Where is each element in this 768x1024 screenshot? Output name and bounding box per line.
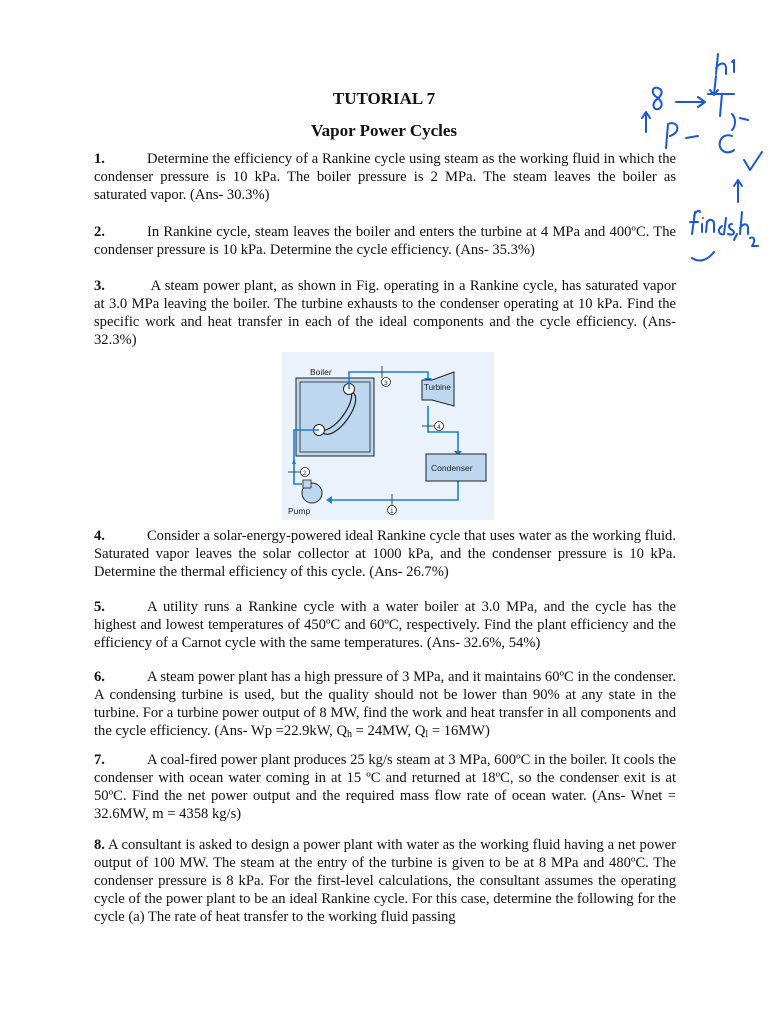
question-text: In Rankine cycle, steam leaves the boiler and enters the turbine at 4 MPa and 400ºC. The condenser pressure is 10 kPa. Determine the cycle efficiency. (Ans- 35.3%) bbox=[94, 224, 676, 258]
page-subtitle: Vapor Power Cycles bbox=[310, 121, 458, 140]
question-1 bbox=[94, 150, 676, 204]
question-number: 2. bbox=[94, 224, 105, 240]
boiler-label: Boiler bbox=[310, 367, 332, 377]
question-text-end: = 16MW) bbox=[428, 723, 490, 739]
question-text: Determine the efficiency of a Rankine cycle using steam as the working fluid in which the condenser pressure is 10 kPa. The boiler pressure is 2 MPa. The steam leaves the boiler as saturated vapor. (Ans- 30.3%) bbox=[94, 151, 676, 203]
question-number: 7. bbox=[94, 752, 105, 768]
question-number: 8. bbox=[94, 837, 105, 853]
question-text: A consultant is asked to design a power plant with water as the working fluid having a net power output of 100 MW. The steam at the entry of the turbine is given to be at 8 MPa and 480ºC. The condenser pressure is 8 kPa. For the first-level calculations, the consultant assumes the operating cycle of the power plant to be an ideal Rankine cycle. For this case, determine the following for the cycle (a) The rate of heat transfer to the working fluid passing bbox=[94, 837, 676, 925]
pump-label: Pump bbox=[288, 506, 311, 516]
question-text: A steam power plant, as shown in Fig. operating in a Rankine cycle, has saturated vapor at 3.0 MPa leaving the boiler. The turbine exhausts to the condenser operating at 10 kPa. Find the specific work and heat transfer in each of the ideal components and the cycle efficiency. (Ans- 32.3%) bbox=[94, 278, 676, 348]
question-7 bbox=[94, 751, 676, 823]
boiler bbox=[296, 378, 374, 456]
question-4 bbox=[94, 527, 676, 581]
state-4-label: 4 bbox=[437, 424, 441, 431]
question-text: A coal-fired power plant produces 25 kg/s steam at 3 MPa, 600ºC in the boiler. It cools the condenser with ocean water coming in at 15 ºC and returned at 18ºC, so the condenser exit is at 50ºC. Find the net power output and the required mass flow rate of ocean water. (Ans- Wnet = 32.6MW, m = 4358 kg/s) bbox=[94, 752, 676, 822]
state-3-label: 3 bbox=[384, 380, 388, 387]
condenser-label: Condenser bbox=[431, 463, 473, 473]
rankine-cycle-figure bbox=[282, 352, 494, 520]
question-6 bbox=[94, 668, 676, 744]
question-text: Consider a solar-energy-powered ideal Rankine cycle that uses water as the working fluid. Saturated vapor leaves the solar collector at 1000 kPa, and the condenser pressure is 10 kPa. Determine the thermal efficiency of this cycle. (Ans- 26.7%) bbox=[94, 528, 676, 580]
question-number: 4. bbox=[94, 528, 105, 544]
question-number: 5. bbox=[94, 599, 105, 615]
question-5 bbox=[94, 598, 676, 652]
turbine-label: Turbine bbox=[424, 383, 451, 392]
question-number: 3. bbox=[94, 278, 105, 294]
annotation-text: find s, h₂ bbox=[636, 40, 640, 41]
question-3 bbox=[94, 277, 676, 349]
question-text: A utility runs a Rankine cycle with a water boiler at 3.0 MPa, and the cycle has the highest and lowest temperatures of 450ºC and 60ºC, respectively. Find the plant efficiency and the efficiency of a Carnot cycle with the same temperatures. (Ans- 32.6%, 54%) bbox=[94, 599, 676, 651]
handwritten-annotations bbox=[636, 40, 766, 270]
question-number: 1. bbox=[94, 151, 105, 167]
page-title: TUTORIAL 7 bbox=[332, 89, 436, 108]
question-2 bbox=[94, 223, 676, 259]
subscript-l: l bbox=[425, 729, 429, 740]
question-text-cont: = 24MW, Q bbox=[352, 723, 426, 739]
subscript-h: h bbox=[347, 729, 353, 740]
question-number: 6. bbox=[94, 669, 105, 685]
state-2-label: 2 bbox=[303, 470, 307, 477]
state-1-label: 1 bbox=[390, 508, 394, 515]
question-8 bbox=[94, 836, 676, 926]
question-text: A steam power plant has a high pressure of 3 MPa, and it maintains 60ºC in the condenser. A condensing turbine is used, but the quality should not be lower than 90% at any state in the turbine. For a turbine power output of 8 MW, find the work and heat transfer in all components and the cycle efficiency. (Ans- Wp =22.9kW, Q bbox=[94, 669, 676, 739]
